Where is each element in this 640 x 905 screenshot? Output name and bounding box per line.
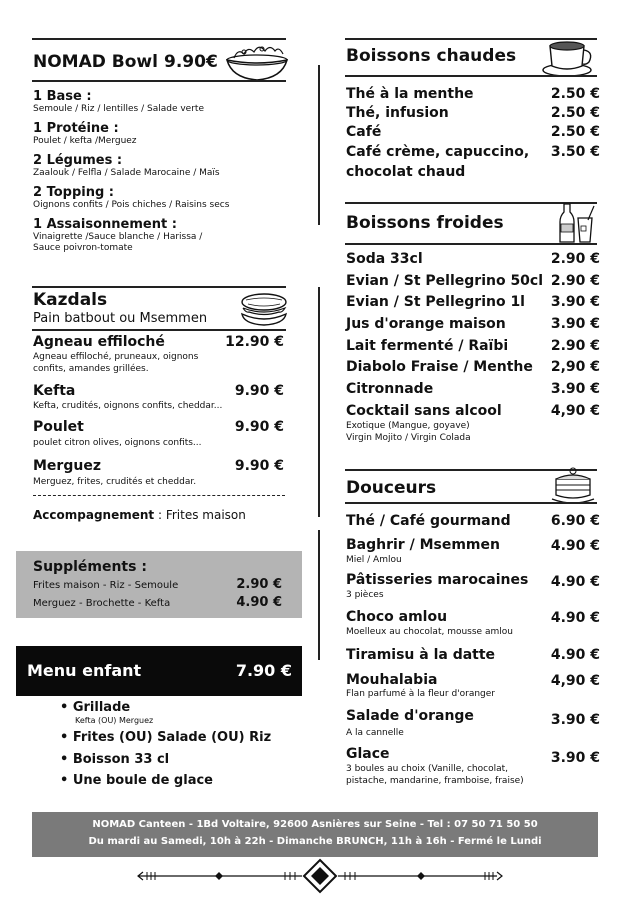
grillade-note: Kefta (OU) Merguez (75, 716, 154, 725)
divider (32, 329, 286, 331)
menu-enfant-item: • Boisson 33 cl (60, 752, 170, 767)
dessert-desc: 3 boules au choix (Vanille, chocolat, (346, 764, 508, 774)
drink-price: 2.90 € (550, 273, 600, 289)
menu-enfant-item-text: Frites (OU) Salade (OU) Riz (72, 730, 272, 745)
dessert-name: Salade d'orange (346, 708, 474, 724)
supplements-box (16, 551, 302, 618)
dessert-price: 4.90 € (550, 610, 600, 626)
menu-enfant-item: • Grillade (60, 700, 131, 715)
kazdal-price: 9.90 € (234, 458, 284, 474)
drink-name: Thé à la menthe (346, 86, 474, 102)
accompagnement-value: : Frites maison (154, 508, 246, 522)
drink-name: Citronnade (346, 381, 434, 397)
drink-name: Diabolo Fraise / Menthe (346, 359, 533, 375)
drink-price: 3.50 € (550, 144, 600, 160)
dessert-desc: pistache, mandarine, framboise, fraise) (346, 776, 524, 786)
menu-enfant-item-text: Une boule de glace (72, 773, 213, 788)
drink-name: Thé, infusion (346, 105, 449, 121)
drink-price: 2.50 € (550, 86, 600, 102)
bowl-price: 9.90€ (164, 52, 218, 72)
dessert-name: Mouhalabia (346, 672, 438, 688)
supplement-price: 4.90 € (236, 595, 282, 610)
kazdal-desc: Kefta, crudités, oignons confits, cheddar... (33, 401, 223, 411)
divider (345, 75, 597, 77)
dessert-desc: A la cannelle (346, 728, 404, 738)
menu-enfant-price: 7.90 € (235, 661, 292, 680)
column-separator (318, 287, 320, 517)
supplement-price: 2.90 € (236, 577, 282, 592)
bowl-step-desc: Vinaigrette /Sauce blanche / Harissa / (33, 232, 203, 242)
drink-name: Jus d'orange maison (346, 316, 506, 332)
divider (32, 38, 286, 40)
bowl-step-desc: Zaalouk / Felfla / Salade Marocaine / Maïs (33, 168, 220, 178)
bowl-title: NOMAD Bowl (33, 52, 158, 72)
column-separator (318, 65, 320, 225)
drink-name: Lait fermenté / Raïbi (346, 338, 509, 354)
divider (345, 502, 597, 504)
bowl-step-label: 1 Assaisonnement : (33, 217, 177, 232)
dessert-price: 3.90 € (550, 712, 600, 728)
drink-desc: Exotique (Mangue, goyave) (346, 421, 470, 431)
dessert-name: Pâtisseries marocaines (346, 572, 529, 588)
accompagnement-label: Accompagnement (33, 508, 155, 522)
dashed-divider (33, 495, 285, 496)
dessert-desc: Flan parfumé à la fleur d'oranger (346, 689, 496, 699)
bowl-steps (33, 89, 293, 254)
menu-enfant-item: • Frites (OU) Salade (OU) Riz (60, 730, 272, 745)
kazdal-name: Kefta (33, 383, 76, 399)
kazdal-name: Agneau effiloché (33, 334, 165, 350)
dessert-name: Glace (346, 746, 390, 762)
footer-hours: Du mardi au Samedi, 10h à 22h - Dimanche BRUNCH, 11h à 16h - Fermé le Lundi (88, 836, 542, 847)
cake-icon (548, 463, 598, 505)
drink-name: Soda 33cl (346, 251, 423, 267)
bowl-step-desc: Semoule / Riz / lentilles / Salade verte (33, 104, 204, 114)
bowl-step-label: 1 Protéine : (33, 121, 119, 136)
drink-price: 3.90 € (550, 381, 600, 397)
column-separator (318, 530, 320, 660)
dessert-price: 4.90 € (550, 647, 600, 663)
supplement-label: Frites maison - Riz - Semoule (33, 580, 179, 591)
drink-name: Evian / St Pellegrino 50cl (346, 273, 544, 289)
dessert-price: 6.90 € (550, 513, 600, 529)
kazdal-name: Merguez (33, 458, 101, 474)
kazdal-desc: Merguez, frites, crudités et cheddar. (33, 477, 197, 487)
kazdals-title: Kazdals (33, 290, 108, 310)
dessert-price: 3.90 € (550, 750, 600, 766)
kazdal-desc: poulet citron olives, oignons confits... (33, 438, 202, 448)
drink-price: 3.90 € (550, 294, 600, 310)
sandwich-icon (240, 292, 288, 328)
menu-enfant-box (16, 646, 302, 696)
ornament-divider (135, 858, 505, 894)
bowl-step-label: 2 Légumes : (33, 153, 123, 168)
footer-address: NOMAD Canteen - 1Bd Voltaire, 92600 Asnières sur Seine - Tel : 07 50 71 50 50 (92, 819, 538, 830)
divider (345, 243, 597, 245)
dessert-name: Tiramisu à la datte (346, 647, 496, 663)
dessert-name: Thé / Café gourmand (346, 513, 511, 529)
salad-bowl-icon (224, 42, 290, 82)
coffee-cup-icon (540, 38, 598, 78)
divider (32, 286, 286, 288)
menu-enfant-title: Menu enfant (27, 661, 142, 680)
boissons-chaudes-title: Boissons chaudes (346, 46, 517, 66)
dessert-price: 4.90 € (550, 574, 600, 590)
kazdal-name: Poulet (33, 419, 84, 435)
kazdals-subtitle: Pain batbout ou Msemmen (33, 311, 208, 326)
dessert-desc: Miel / Amlou (346, 555, 402, 565)
bowl-step-desc: Oignons confits / Pois chiches / Raisins secs (33, 200, 230, 210)
kazdal-price: 9.90 € (234, 383, 284, 399)
menu-enfant-item-text: Grillade (72, 700, 131, 715)
supplement-label: Merguez - Brochette - Kefta (33, 598, 171, 609)
drink-name: chocolat chaud (346, 164, 466, 180)
drink-name: Cocktail sans alcool (346, 403, 502, 419)
drink-price: 2.50 € (550, 124, 600, 140)
drink-price: 2.50 € (550, 105, 600, 121)
kazdal-desc: confits, amandes grillées. (33, 364, 149, 374)
drink-name: Café crème, capuccino, (346, 144, 530, 160)
drink-desc: Virgin Mojito / Virgin Colada (346, 433, 471, 443)
cold-drinks-icon (556, 200, 598, 246)
dessert-price: 4.90 € (550, 538, 600, 554)
drink-name: Café (346, 124, 382, 140)
bowl-step-desc: Sauce poivron-tomate (33, 243, 133, 253)
dessert-name: Baghrir / Msemmen (346, 537, 500, 553)
supplements-title: Suppléments : (33, 559, 147, 575)
kazdal-desc: Agneau effiloché, pruneaux, oignons (33, 352, 199, 362)
drink-price: 2.90 € (550, 338, 600, 354)
drink-price: 3.90 € (550, 316, 600, 332)
dessert-name: Choco amlou (346, 609, 448, 625)
menu-enfant-item-text: Boisson 33 cl (72, 752, 170, 767)
divider (32, 80, 286, 82)
menu-enfant-item: • Une boule de glace (60, 773, 213, 788)
bowl-step-desc: Poulet / kefta /Merguez (33, 136, 137, 146)
dessert-desc: 3 pièces (346, 590, 384, 600)
douceurs-title: Douceurs (346, 478, 437, 498)
bowl-step-label: 2 Topping : (33, 185, 114, 200)
footer-box (32, 812, 598, 857)
bowl-step-label: 1 Base : (33, 89, 92, 104)
drink-name: Evian / St Pellegrino 1l (346, 294, 525, 310)
drink-price: 4,90 € (550, 403, 600, 419)
drink-price: 2.90 € (550, 251, 600, 267)
boissons-froides-title: Boissons froides (346, 213, 504, 233)
kazdal-price: 9.90 € (234, 419, 284, 435)
accompagnement (33, 508, 246, 522)
dessert-desc: Moelleux au chocolat, mousse amlou (346, 627, 513, 637)
dessert-price: 4,90 € (550, 673, 600, 689)
kazdal-price: 12.90 € (225, 334, 284, 350)
drink-price: 2,90 € (550, 359, 600, 375)
